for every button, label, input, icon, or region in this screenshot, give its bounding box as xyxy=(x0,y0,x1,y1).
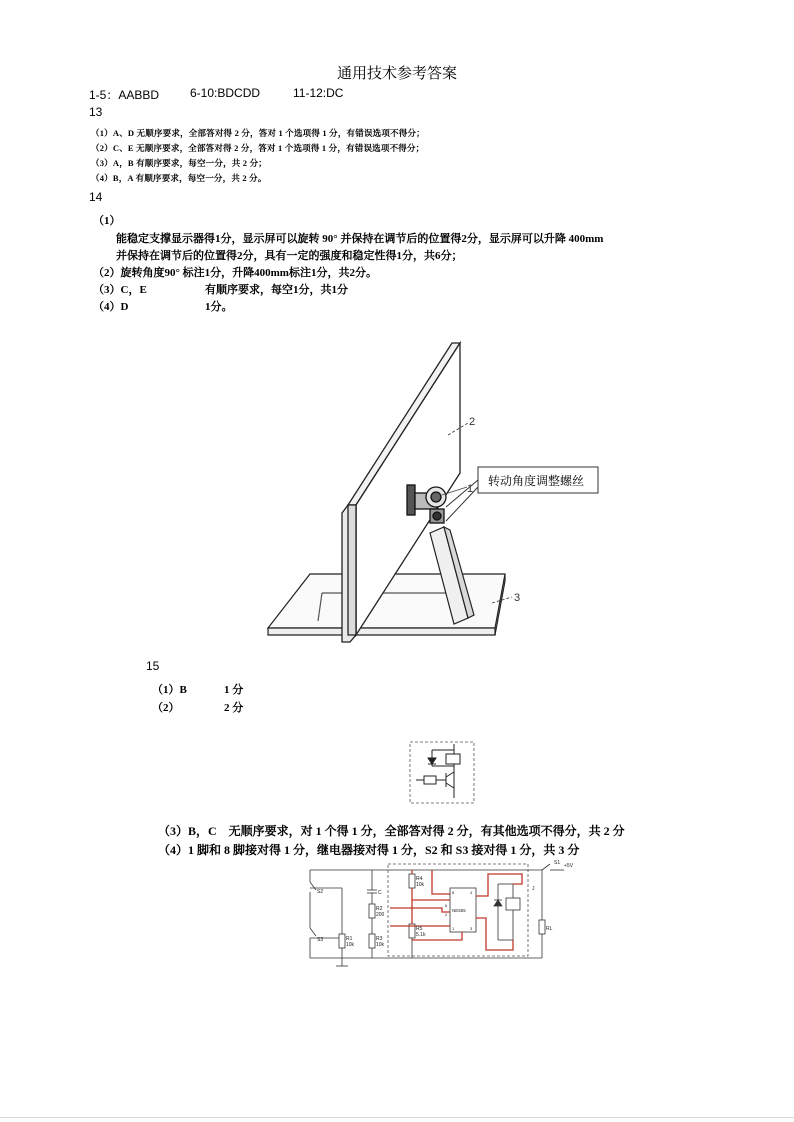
q14-part1-line1: 能稳定支撑显示器得1分，显示屏可以旋转 90° 并保持在调节后的位置得2分，显示屏可以升降 400mm xyxy=(116,233,604,245)
q15-part1-label: （1）B xyxy=(152,684,187,696)
q13-line-2: （2）C、E 无顺序要求，全部答对得 2 分，答对 1 个选项得 1 分，有错误选项不得分； xyxy=(91,143,425,153)
q15-part4: （4）1 脚和 8 脚接对得 1 分，继电器接对得 1 分，S2 和 S3 接对得 1 分，共 3 分 xyxy=(158,843,580,857)
label-j: J xyxy=(532,886,535,892)
label-1: 1 xyxy=(467,483,474,495)
label-2: 2 xyxy=(469,416,476,428)
monitor-stand-figure xyxy=(260,335,605,655)
label-pin3: 3 xyxy=(470,926,473,931)
label-r2: R2 xyxy=(376,906,383,912)
q15-part2-score: 2 分 xyxy=(224,702,244,714)
q15-part1-score: 1 分 xyxy=(224,684,244,696)
label-ic: NE555 xyxy=(452,908,466,913)
label-pin2: 2 xyxy=(445,912,448,917)
label-pin1: 1 xyxy=(452,926,455,931)
answers-11-12: 11-12:DC xyxy=(293,86,344,100)
label-pin8: 8 xyxy=(452,890,455,895)
label-r2-value: 200 xyxy=(376,912,385,918)
q13-line-4: （4）B，A 有顺序要求，每空一分，共 2 分。 xyxy=(91,173,267,183)
label-r3-value: 10k xyxy=(376,942,385,948)
q14-part1-label: （1） xyxy=(93,215,121,227)
label-r3: R3 xyxy=(376,936,383,942)
q13-line-1: （1）A、D 无顺序要求，全部答对得 2 分，答对 1 个选项得 1 分，有错误选项不得分； xyxy=(91,128,425,138)
q14-part4-label: （4）D xyxy=(93,301,129,313)
q15-part3: （3）B，C 无顺序要求，对 1 个得 1 分，全部答对得 2 分，有其他选项不得分，共 2 分 xyxy=(158,824,625,838)
q14-part2: （2）旋转角度90° 标注1分，升降400mm标注1分，共2分。 xyxy=(93,267,377,279)
label-r1: R1 xyxy=(346,936,353,942)
label-r5-value: 5.1k xyxy=(416,932,426,938)
label-r4-value: 10k xyxy=(416,882,425,888)
q14-part3-label: （3）C，E xyxy=(93,284,147,296)
label-r5: R5 xyxy=(416,926,423,932)
answers-6-10: 6-10:BDCDD xyxy=(190,86,261,100)
label-rl: RL xyxy=(546,926,553,932)
q13-number: 13 xyxy=(89,105,103,119)
q14-part3-text: 有顺序要求，每空1分，共1分 xyxy=(205,284,348,296)
label-r4: R4 xyxy=(416,876,423,882)
label-c: C xyxy=(378,890,382,896)
callout-text: 转动角度调整螺丝 xyxy=(488,474,585,488)
label-pin4: 4 xyxy=(470,890,473,895)
relay-driver-figure xyxy=(408,740,478,806)
q14-part4-text: 1分。 xyxy=(205,301,233,313)
label-pin6: 6 xyxy=(445,903,448,908)
q14-part1-line2: 并保持在调节后的位置得2分，具有一定的强度和稳定性得1分，共6分； xyxy=(116,250,463,262)
answers-1-5: 1-5：AABBD xyxy=(89,88,160,102)
q14-number: 14 xyxy=(89,190,103,204)
ne555-circuit-figure xyxy=(302,860,572,968)
label-s3: S3 xyxy=(317,937,324,943)
label-s1: S1 xyxy=(554,860,561,866)
page-edge-line xyxy=(0,1117,794,1118)
q15-number: 15 xyxy=(146,659,160,673)
label-3: 3 xyxy=(514,592,521,604)
label-s2: S2 xyxy=(317,889,324,895)
page-title: 通用技术参考答案 xyxy=(336,66,457,82)
q13-line-3: （3）A，B 有顺序要求，每空一分，共 2 分； xyxy=(91,158,267,168)
label-vcc: +5V xyxy=(564,863,574,869)
label-r1-value: 10k xyxy=(346,942,355,948)
q15-part2-label: （2） xyxy=(152,702,180,714)
